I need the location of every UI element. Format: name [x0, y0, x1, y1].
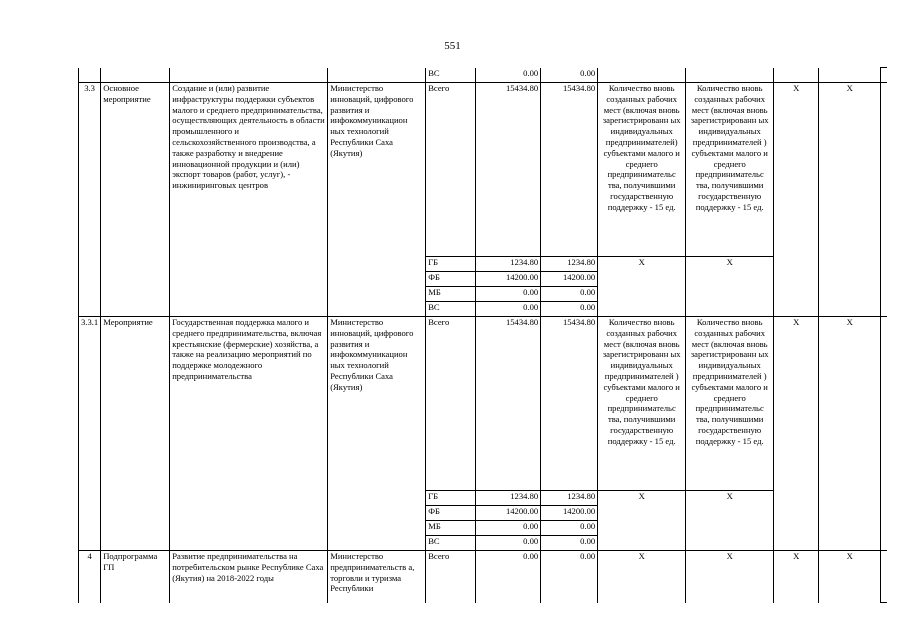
fin-source: ФБ — [426, 506, 476, 521]
row-executor: Министерство инноваций, цифрового развития и инфокоммуникацион ных технологий Республики Саха (Якутия) — [328, 317, 426, 551]
plan-value: 0.00 — [476, 287, 541, 302]
row-executor: Министерство предпринимательств а, торговли и туризма Республики — [328, 551, 426, 603]
table-row — [79, 551, 887, 603]
table-row — [79, 83, 887, 257]
indicator-fact: Количество вновь созданных рабочих мест (включая вновь зарегистрированн ых индивидуальных предпринимателей ) субъектами малого и среднего предпринимательс тва, получившими государственную поддержку - 15 ед. — [686, 317, 774, 491]
plan-value: 14200.00 — [476, 272, 541, 287]
fin-source: ВС — [426, 302, 476, 317]
row-type: Подпрограмма ГП — [101, 551, 170, 603]
x-mark: Х — [819, 551, 881, 603]
x-mark: Х — [686, 257, 774, 317]
program-table — [78, 67, 887, 603]
page-number: 551 — [444, 40, 461, 52]
x-mark: Х — [774, 83, 819, 317]
fact-value: 15434.80 — [541, 317, 598, 491]
fact-value: 1234.80 — [541, 257, 598, 272]
fact-value: 0.00 — [541, 521, 598, 536]
plan-value: 0.00 — [476, 551, 541, 603]
plan-value: 0.00 — [476, 68, 541, 83]
fact-value: 0.00 — [541, 551, 598, 603]
fin-source: ГБ — [426, 257, 476, 272]
fin-source: МБ — [426, 287, 476, 302]
x-mark: Х — [686, 491, 774, 551]
fin-source: Всего — [426, 317, 476, 491]
row-number: 4 — [79, 551, 101, 603]
row-executor: Министерство инноваций, цифрового развития и инфокоммуникацион ных технологий Республики Саха (Якутия) — [328, 83, 426, 317]
plan-value: 0.00 — [476, 521, 541, 536]
fact-value: 0.00 — [541, 287, 598, 302]
row-name: Развитие предпринимательства на потребительском рынке Республике Саха (Якутия) на 2018-2022 годы — [170, 551, 328, 603]
fact-value: 1234.80 — [541, 491, 598, 506]
plan-value: 1234.80 — [476, 257, 541, 272]
plan-value: 15434.80 — [476, 317, 541, 491]
row-type: Основное мероприятие — [101, 83, 170, 317]
fin-source: Всего — [426, 551, 476, 603]
fact-value: 0.00 — [541, 302, 598, 317]
plan-value: 15434.80 — [476, 83, 541, 257]
indicator-fact: Количество вновь созданных рабочих мест (включая вновь зарегистрированн ых индивидуальных предпринимателей ) субъектами малого и среднего предпринимательс тва, получившими государственную поддержку - 15 ед. — [686, 83, 774, 257]
x-mark: Х — [598, 551, 686, 603]
x-mark: Х — [598, 257, 686, 317]
table-row — [79, 317, 887, 491]
fin-source: ВС — [426, 68, 476, 83]
indicator-plan: Количество вновь созданных рабочих мест (включая вновь зарегистрированн ых индивидуальных предпринимателей) субъектами малого и среднего предпринимательс тва, получившими государственную поддержку - 15 ед. — [598, 83, 686, 257]
plan-value: 1234.80 — [476, 491, 541, 506]
x-mark: Х — [819, 317, 881, 551]
row-number: 3.3 — [79, 83, 101, 317]
fin-source: ВС — [426, 536, 476, 551]
table-row — [79, 68, 887, 83]
row-number: 3.3.1 — [79, 317, 101, 551]
fin-source: Всего — [426, 83, 476, 257]
fact-value: 15434.80 — [541, 83, 598, 257]
x-mark: Х — [598, 491, 686, 551]
plan-value: 14200.00 — [476, 506, 541, 521]
x-mark: Х — [686, 551, 774, 603]
x-mark: Х — [819, 83, 881, 317]
indicator-plan: Количество вновь созданных рабочих мест (включая вновь зарегистрированн ых индивидуальных предпринимателей ) субъектами малого и среднего предпринимательс тва, получившими государственную поддержку - 15 ед. — [598, 317, 686, 491]
x-mark: Х — [774, 317, 819, 551]
fact-value: 0.00 — [541, 68, 598, 83]
row-name: Государственная поддержка малого и среднего предпринимательства, включая крестьянские (фермерские) хозяйства, а также на реализацию мероприятий по поддержке молодежного предпринимательства — [170, 317, 328, 551]
fin-source: ГБ — [426, 491, 476, 506]
row-name: Создание и (или) развитие инфраструктуры поддержки субъектов малого и среднего предпринимательства, осуществляющих деятельность в области промышленного и сельскохозяйственного производства, а также разработку и внедрение инновационной продукции и (или) экспорт товаров (работ, услуг), - инжиниринговых центров — [170, 83, 328, 317]
fact-value: 14200.00 — [541, 272, 598, 287]
plan-value: 0.00 — [476, 536, 541, 551]
fin-source: ФБ — [426, 272, 476, 287]
x-mark: Х — [774, 551, 819, 603]
plan-value: 0.00 — [476, 302, 541, 317]
fin-source: МБ — [426, 521, 476, 536]
fact-value: 0.00 — [541, 536, 598, 551]
fact-value: 14200.00 — [541, 506, 598, 521]
row-type: Мероприятие — [101, 317, 170, 551]
